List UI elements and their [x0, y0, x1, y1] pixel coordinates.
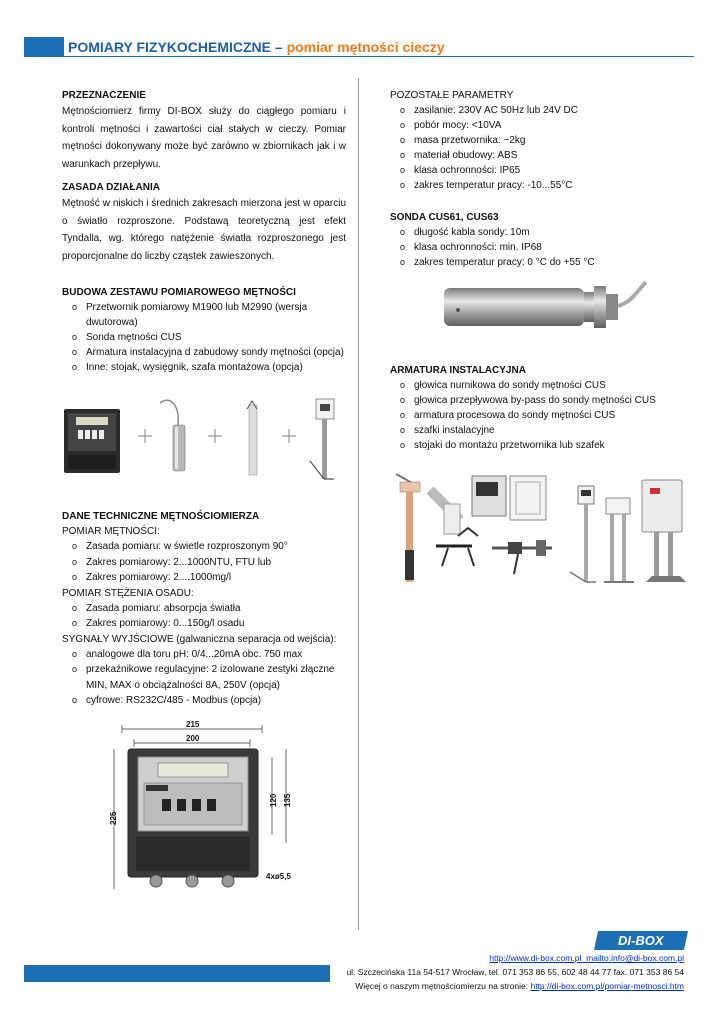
product-set-illustration [62, 395, 347, 485]
pozostale-list [390, 103, 694, 193]
dim-215: 215 [186, 720, 200, 729]
dane-list-1 [62, 539, 346, 586]
title-main: POMIARY FIZYKOCHEMICZNE – [68, 39, 283, 55]
list-item: o Zakres pomiarowy: 0...150g/l osadu [62, 616, 346, 632]
footer-logo: DI-BOX [594, 931, 688, 950]
footer-more-text: Więcej o naszym mętnościomierzu na stronie: [355, 981, 529, 991]
armatures-image [388, 470, 692, 590]
przeznaczenie-heading: PRZEZNACZENIE [62, 90, 146, 101]
list-item: o masa przetwornika: ~2kg [390, 133, 694, 148]
dane-list-3 [62, 647, 346, 709]
list-item: o armatura procesowa do sondy mętności CUS [390, 408, 694, 423]
budowa-list [62, 300, 346, 375]
header-blue-block [24, 37, 64, 57]
list-item: o Zakres pomiarowy: 2....1000mg/l [62, 570, 346, 586]
list-item: o zakres temperatur pracy: -10...55°C [390, 178, 694, 193]
dane-heading: DANE TECHNICZNE MĘTNOŚCIOMIERZA [62, 511, 260, 522]
zasada-text: Mętność w niskich i średnich zakresach mierzona jest w oparciu o światło rozproszone. Podstawą teoretyczną jest efekt Tyndalla, wg. którego natężenie światła rozproszonego jest proporcjonalne do liczby cząstek zawieszonych. [62, 198, 346, 262]
section-pozostale [390, 88, 694, 193]
list-item: o klasa ochronności: min. IP68 [390, 240, 694, 255]
list-item: o przekaźnikowe regulacyjne: 2 izolowane zestyki złączne MIN, MAX o obciążalności 8A, 250V (opcja) [62, 662, 346, 693]
list-item: o Przetwornik pomiarowy M1900 lub M2990 (wersja dwutorowa) [62, 300, 346, 330]
footer-links [489, 952, 684, 964]
section-przeznaczenie [62, 88, 346, 173]
armatures-illustration [388, 470, 692, 590]
dim-135: 135 [283, 793, 292, 807]
technical-drawing [100, 719, 300, 895]
zasada-heading: ZASADA DZIAŁANIA [62, 182, 160, 193]
list-item: o zasilanie: 230V AC 50Hz lub 24V DC [390, 103, 694, 118]
dim-120: 120 [269, 793, 278, 807]
header-rule [64, 56, 694, 57]
przeznaczenie-text: Mętnościomierz firmy DI-BOX służy do ciągłego pomiaru i kontroli mętności i zawartości ciał stałych w cieczy. Pomiar mętności dokonywany może być zarówno w zbiornikach jak i w warunkach przepływu. [62, 106, 346, 170]
footer-www-link[interactable]: http://www.di-box.com.pl [489, 953, 582, 963]
dane-list-2 [62, 601, 346, 632]
section-budowa [62, 285, 346, 375]
page-title [68, 38, 445, 56]
list-item: o szafki instalacyjne [390, 423, 694, 438]
section-armatura [390, 363, 694, 453]
dim-holes: 4xø5,5 [266, 872, 291, 881]
dane-sub2: POMIAR STĘŻENIA OSADU: [62, 587, 194, 599]
probe-image [440, 278, 650, 336]
list-item: o głowica nurnikowa do sondy mętności CUS [390, 378, 694, 393]
column-divider [358, 78, 359, 930]
list-item: o długość kabla sondy: 10m [390, 225, 694, 240]
footer-more-link[interactable]: http://di-box.com.pl/pomiar-metnosci.htm [530, 981, 684, 991]
armatura-heading: ARMATURA INSTALACYJNA [390, 365, 526, 376]
budowa-heading: BUDOWA ZESTAWU POMIAROWEGO MĘTNOŚCI [62, 287, 296, 298]
list-item: o zakres temperatur pracy: 0 °C do +55 °C [390, 255, 694, 270]
list-item: o pobór mocy: <10VA [390, 118, 694, 133]
section-zasada [62, 180, 346, 265]
footer-more [355, 980, 684, 992]
list-item: o analogowe dla toru pH: 0/4...20mA obc. 750 max [62, 647, 346, 663]
header-bar [24, 37, 694, 57]
list-item: o Zasada pomiaru: absorpcja światła [62, 601, 346, 617]
footer-blue-bar [24, 965, 330, 982]
sonda-heading: SONDA CUS61, CUS63 [390, 212, 499, 223]
footer-mail-link[interactable]: mailto:info@di-box.com.pl [586, 953, 684, 963]
probe-illustration [440, 278, 650, 336]
dane-sub3: SYGNAŁY WYJŚCIOWE (galwaniczna separacja od wejścia): [62, 633, 337, 645]
list-item: o Armatura instalacyjna d zabudowy sondy mętności (opcja) [62, 345, 346, 360]
dim-225: 225 [109, 811, 118, 825]
enclosure-drawing [100, 719, 300, 895]
list-item: o materiał obudowy: ABS [390, 148, 694, 163]
dane-sub1: POMIAR MĘTNOŚCI: [62, 526, 160, 537]
section-dane [62, 509, 346, 709]
list-item: o Zasada pomiaru: w świetle rozproszonym 90° [62, 539, 346, 555]
list-item: o cyfrowe: RS232C/485 - Modbus (opcja) [62, 693, 346, 709]
title-accent: pomiar mętności cieczy [286, 39, 445, 55]
list-item: o Sonda mętności CUS [62, 330, 346, 345]
product-set-image [62, 395, 347, 485]
sonda-list [390, 225, 694, 270]
list-item: o Inne: stojak, wysięgnik, szafa montażowa (opcja) [62, 360, 346, 375]
list-item: o klasa ochronności: IP65 [390, 163, 694, 178]
section-sonda [390, 210, 694, 270]
list-item: o stojaki do montażu przetwornika lub szafek [390, 438, 694, 453]
footer-address: ul. Szczecińska 11a 54-517 Wrocław, tel. 071 353 86 55, 602 48 44 77 fax. 071 353 86 54 [346, 967, 684, 977]
pozostale-heading: POZOSTAŁE PARAMETRY [390, 90, 514, 101]
armatura-list [390, 378, 694, 453]
list-item: o głowica przepływowa by-pass do sondy mętności CUS [390, 393, 694, 408]
list-item: o Zakres pomiarowy: 2...1000NTU, FTU lub [62, 555, 346, 571]
dim-200: 200 [186, 734, 200, 743]
